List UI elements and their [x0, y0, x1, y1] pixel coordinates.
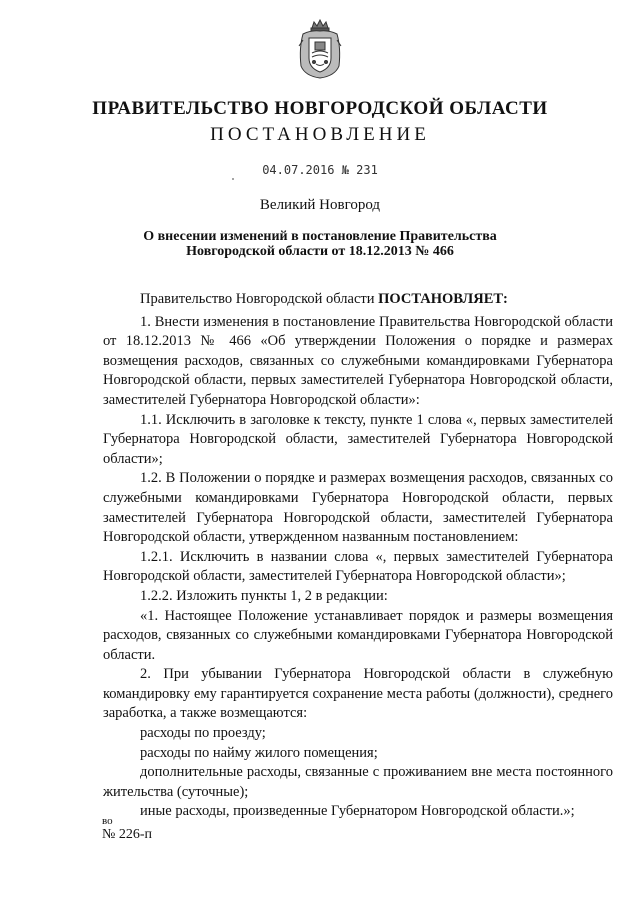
expense-other: иные расходы, произведенные Губернатором Новгородской области.»; — [140, 803, 575, 820]
subject-line-2: Новгородской области от 18.12.2013 № 466 — [186, 244, 454, 259]
intro-bold: ПОСТАНОВЛЯЕТ: — [378, 291, 508, 307]
subject-line-1: О внесении изменений в постановление Правительства — [143, 229, 497, 244]
paragraph-1: 1. Внести изменения в постановление Правительства Новгородской области от 18.12.2013 № 466 «Об утверждении Положения о порядке и размерах возмещения расходов, связанных со служебными командировками Губернатора Новгородской области, первых заместителей Губернатора Новгородской области, заместителей Губернатора Новгородской области»: — [103, 313, 613, 408]
date-and-number: 04.07.2016 № 231 — [262, 163, 378, 177]
intro-text: Правительство Новгородской области — [140, 291, 379, 307]
paragraph-1-2-2: 1.2.2. Изложить пункты 1, 2 в редакции: — [140, 587, 388, 604]
coat-of-arms-icon — [295, 18, 345, 80]
intro-paragraph — [103, 290, 613, 310]
quoted-point-1: «1. Настоящее Положение устанавливает порядок и размеры возмещения расходов, связанных со служебными командировками Губернатора Новгородской области. — [103, 607, 613, 663]
footer-mark: во — [102, 815, 113, 827]
expense-housing: расходы по найму жилого помещения; — [140, 744, 378, 761]
document-footer — [102, 815, 152, 843]
expense-per-diem: дополнительные расходы, связанные с проживанием вне места постоянного жительства (суточные); — [103, 764, 613, 800]
paragraph-1-1: 1.1. Исключить в заголовке к тексту, пункте 1 слова «, первых заместителей Губернатора Новгородской области, заместителей Губернатора Новгородской области»; — [103, 411, 613, 467]
quoted-point-2: 2. При убывании Губернатора Новгородской области в служебную командировку ему гарантируется сохранение места работы (должности), среднего заработка, а также возмещаются: — [103, 666, 613, 722]
document-type: ПОСТАНОВЛЕНИЕ — [210, 124, 430, 145]
paragraph-1-2: 1.2. В Положении о порядке и размерах возмещения расходов, связанных со служебными командировками Губернатора Новгородской области, первых заместителей Губернатора Новгородской области, заместителей Губернатора Новгородской области, утвержденном названным постановлением: — [103, 470, 613, 546]
scan-dot — [232, 178, 234, 180]
document-body — [103, 290, 613, 822]
expense-travel: расходы по проезду; — [140, 725, 266, 742]
city-name: Великий Новгород — [259, 197, 381, 213]
footer-doc-number: № 226-п — [102, 827, 153, 842]
government-title: ПРАВИТЕЛЬСТВО НОВГОРОДСКОЙ ОБЛАСТИ — [92, 98, 548, 119]
document-subject — [100, 229, 540, 259]
paragraph-1-2-1: 1.2.1. Исключить в названии слова «, первых заместителей Губернатора Новгородской области, заместителей Губернатора Новгородской области»; — [103, 548, 613, 585]
